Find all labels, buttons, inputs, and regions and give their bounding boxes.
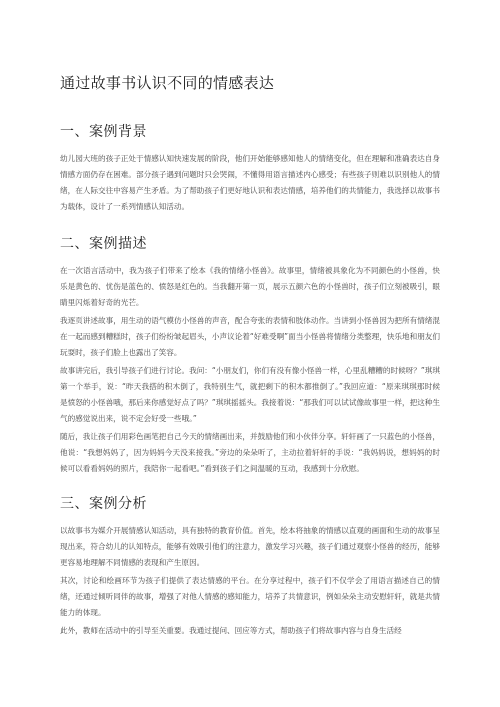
section-heading: 三、案例分析 bbox=[60, 496, 147, 512]
section-analysis bbox=[60, 493, 440, 639]
paragraph: 我逐页讲述故事，用生动的语气模仿小怪兽的声音，配合夸张的表情和肢体动作。当讲到小怪兽因为把所有情绪混在一起而感到糟糕时，孩子们纷纷皱起眉头，小声议论着“好难受啊”面当小怪兽将情绪分类整理，快乐地和朋友们玩耍时，孩子们脸上也露出了笑容。 bbox=[60, 316, 440, 357]
section-background bbox=[60, 121, 440, 215]
paragraph: 故事讲完后，我引导孩子们进行讨论。我问：“小朋友们，你们有没有像小怪兽一样，心里乱糟糟的时候呀？”琪琪第一个举手，说：“昨天我搭的积木倒了，我特别生气，就把剩下的积木都推倒了。”我回应道：“原来琪琪那时候是愤怒的小怪兽哦，那后来你感觉好点了吗？”琪琪摇摇头。我接着说：“那我们可以试试像故事里一样，把这种生气的感觉说出来，说不定会好受一些哦。” bbox=[60, 366, 440, 423]
paragraph: 此外，教师在活动中的引导至关重要。我通过提问、回应等方式，帮助孩子们将故事内容与自身生活经 bbox=[60, 626, 402, 635]
document-title: 通过故事书认识不同的情感表达 bbox=[60, 74, 275, 92]
section-heading: 二、案例描述 bbox=[60, 236, 147, 252]
paragraph: 随后，我让孩子们用彩色画笔把自己今天的情绪画出来，并鼓励他们和小伙伴分享。轩轩画了一只蓝色的小怪兽，他说：“我想妈妈了，因为妈妈今天没来接我。”旁边的朵朵听了，主动拉着轩轩的手说：“我妈妈说，想妈妈的时候可以看看妈妈的照片，我陪你一起看吧。”看到孩子们之间温暖的互动，我感到十分欣慰。 bbox=[60, 432, 440, 473]
paragraph: 其次，讨论和绘画环节为孩子们提供了表达情感的平台。在分享过程中，孩子们不仅学会了用语言描述自己的情绪，还通过倾听同伴的故事，增强了对他人情感的感知能力，培养了共情意识，例如朵朵主动安慰轩轩，就是共情能力的体现。 bbox=[60, 576, 440, 617]
paragraph: 在一次语言活动中，我为孩子们带来了绘本《我的情绪小怪兽》。故事里，情绪被具象化为不同颜色的小怪兽，快乐是黄色的、忧伤是蓝色的、愤怒是红色的。当我翻开第一页，展示五颜六色的小怪兽时，孩子们立刻被吸引，眼睛里闪烁着好奇的光芒。 bbox=[60, 266, 440, 307]
paragraph: 以故事书为媒介开展情感认知活动，具有独特的教育价值。首先，绘本将抽象的情感以直观的画面和生动的故事呈现出来，符合幼儿的认知特点，能够有效吸引他们的注意力，激发学习兴趣，孩子们通过观察小怪兽的经历，能够更容易地理解不同情感的表现和产生原因。 bbox=[60, 526, 440, 567]
section-heading: 一、案例背景 bbox=[60, 124, 147, 140]
section-description bbox=[60, 233, 440, 477]
paragraph: 幼儿园大班的孩子正处于情感认知快速发展的阶段，他们开始能够感知他人的情绪变化，但在理解和准确表达自身情感方面仍存在困难。部分孩子遇到问题时只会哭闹，不懂得用语言描述内心感受；有些孩子则难以识别他人的情绪，在人际交往中容易产生矛盾。为了帮助孩子们更好地认识和表达情感，培养他们的共情能力，我选择以故事书为载体，设计了一系列情感认知活动。 bbox=[60, 154, 440, 211]
